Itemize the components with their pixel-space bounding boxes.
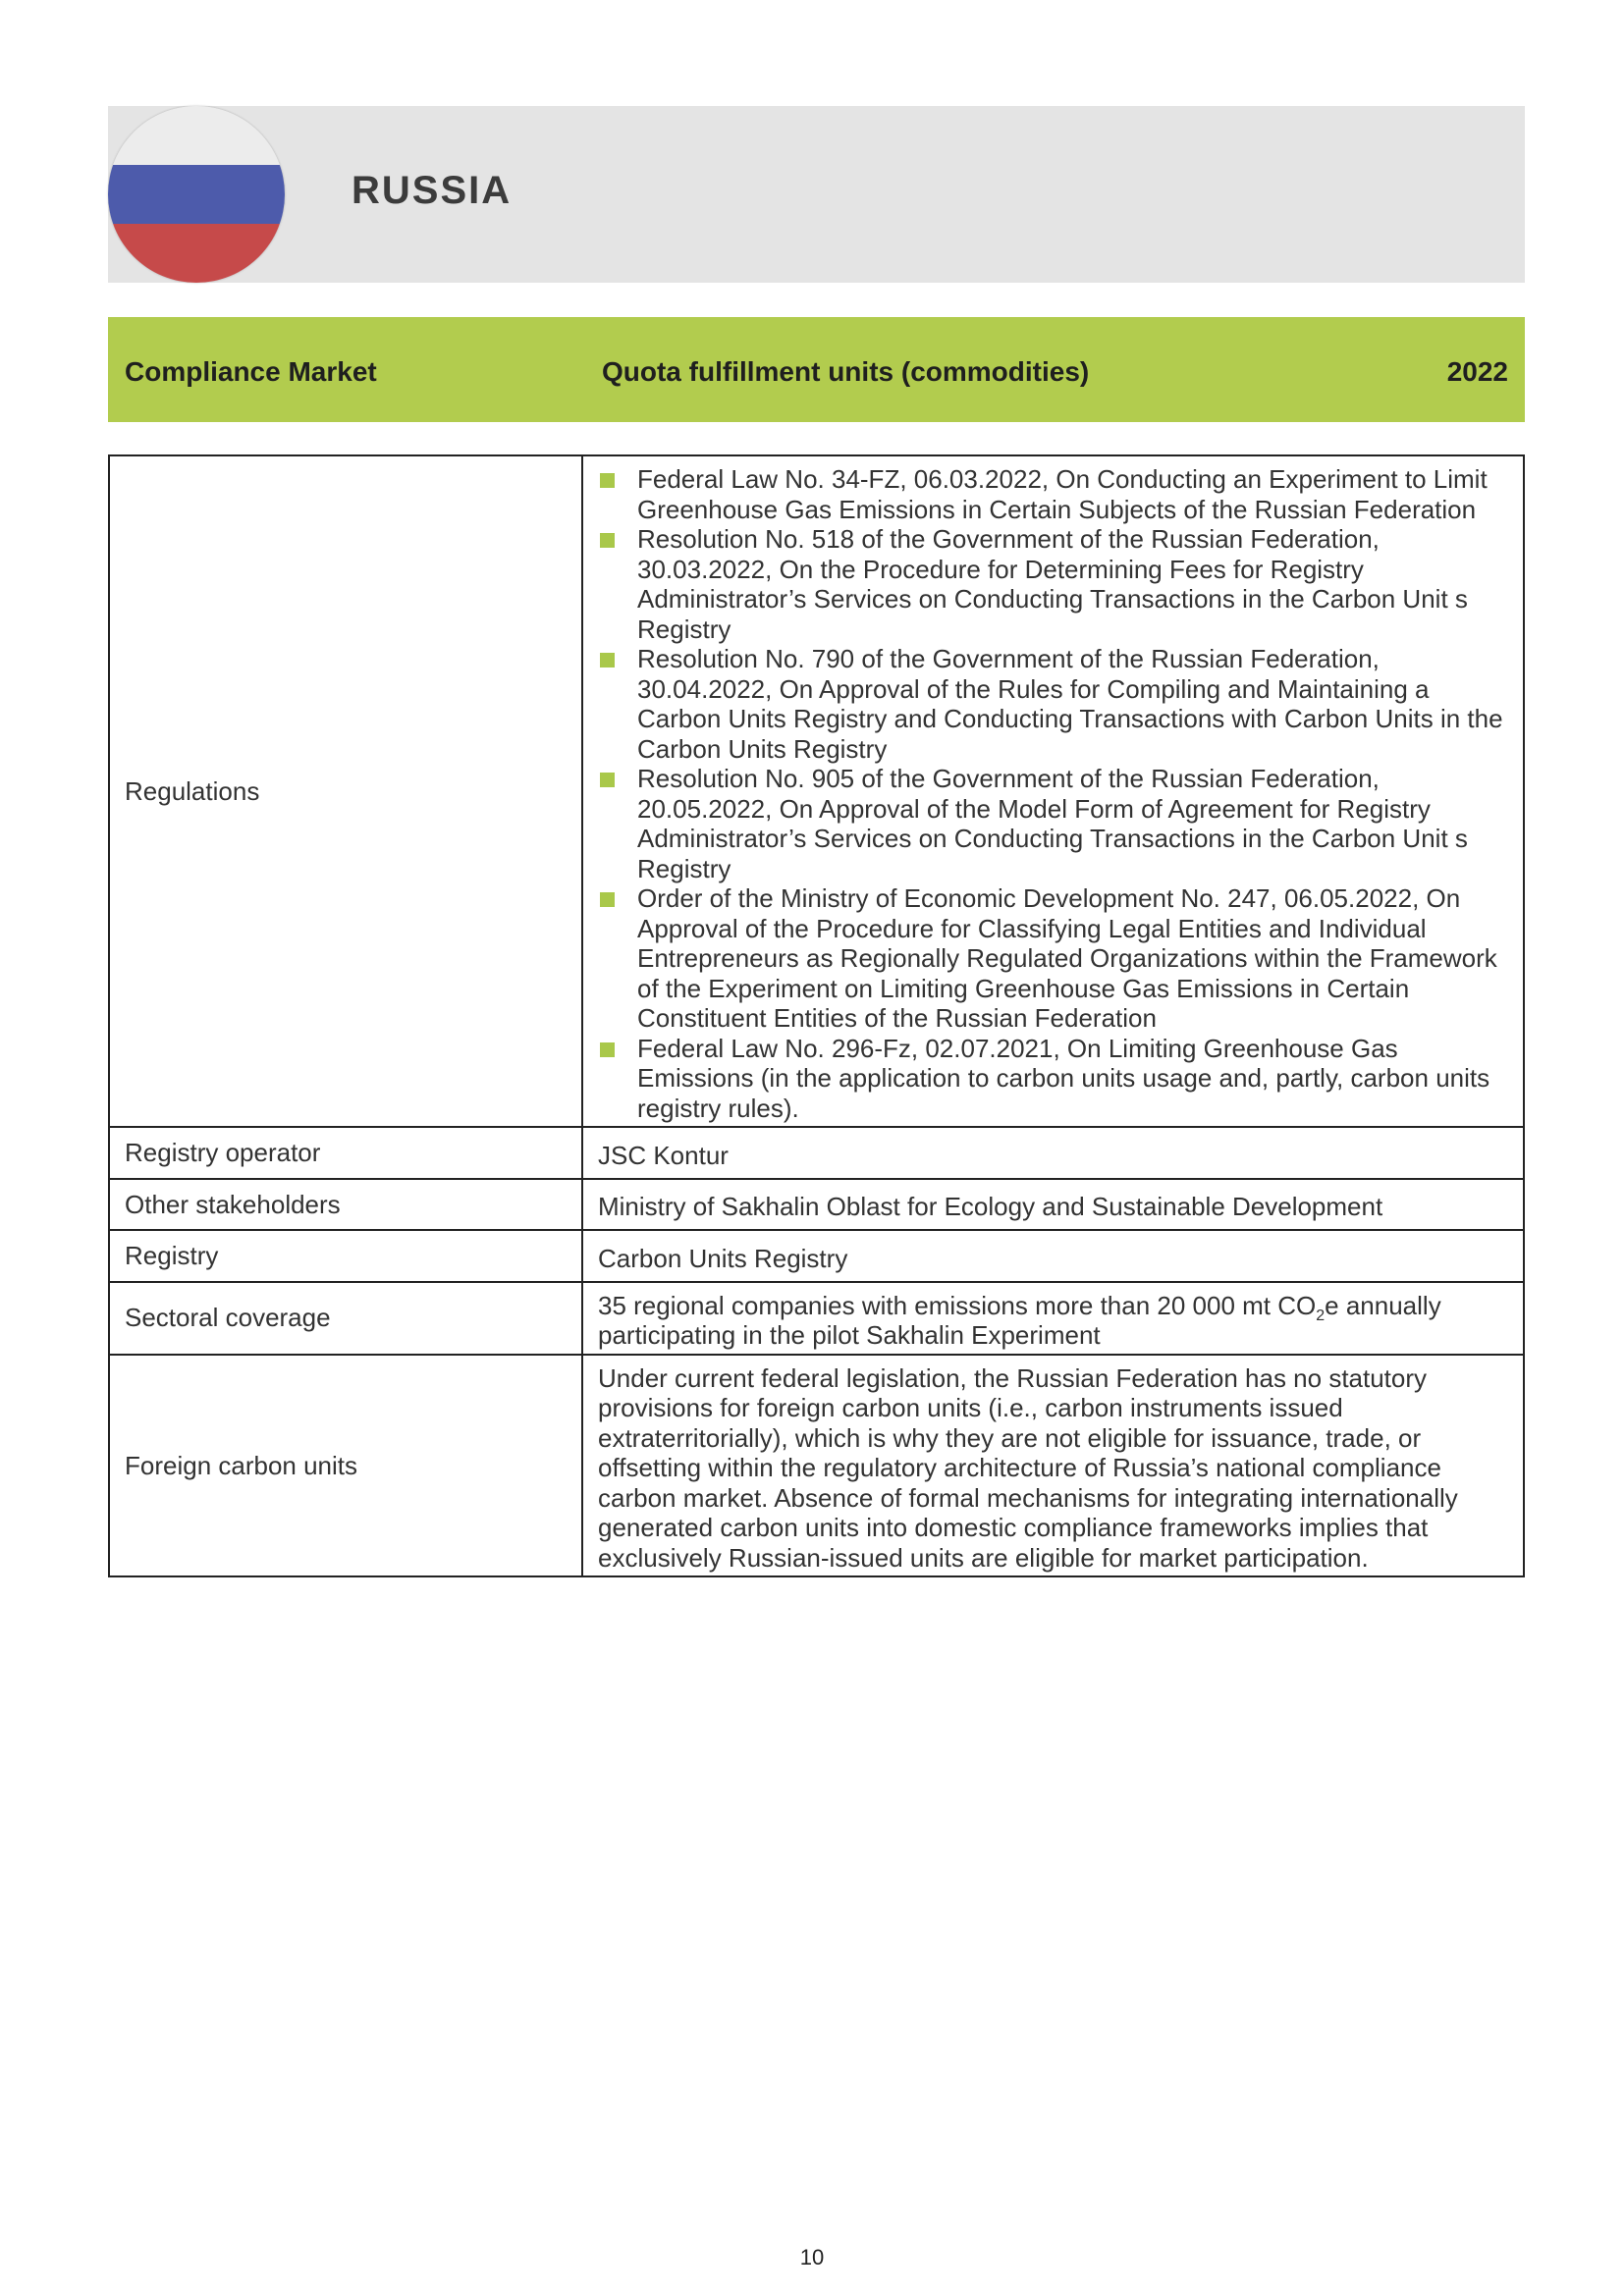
market-type-label: Compliance Market [125, 356, 377, 387]
row-label: Regulations [109, 455, 582, 1127]
table-row [109, 1179, 1524, 1231]
page-number: 10 [799, 2245, 825, 2269]
list-item [598, 883, 1508, 1034]
square-bullet-icon [600, 473, 615, 488]
square-bullet-icon [600, 773, 615, 787]
square-bullet-icon [600, 653, 615, 667]
year-label: 2022 [1446, 356, 1508, 387]
unit-type-label: Quota fulfillment units (commodities) [602, 356, 1090, 387]
registry-operator-value: JSC Kontur [582, 1127, 1524, 1179]
coverage-text-end: e annually participating in the pilot Sakhalin Experiment [598, 1290, 1441, 1350]
regulation-text: Federal Law No. 296-Fz, 02.07.2021, On Limiting Greenhouse Gas Emissions (in the application to carbon units usage and, partly, carbon units registry rules). [637, 1033, 1490, 1123]
table-row [109, 1282, 1524, 1355]
regulation-text: Order of the Ministry of Economic Development No. 247, 06.05.2022, On Approval of the Procedure for Classifying Legal Entities and Individual Entrepreneurs as Regionally Regulated Organizations within the Framework of the Experiment on Limiting Greenhouse Gas Emissions in Certain Constituent Entities of the Russian Federation [637, 883, 1497, 1033]
regulation-text: Resolution No. 905 of the Government of the Russian Federation, 20.05.2022, On Approval of the Model Form of Agreement for Registry Administrator’s Services on Conducting Transactions in the Carbon Unit s Registry [637, 764, 1468, 883]
list-item [598, 464, 1508, 524]
square-bullet-icon [600, 533, 615, 548]
flag-stripe-blue [108, 165, 285, 224]
row-label: Registry [109, 1230, 582, 1282]
regulation-text: Resolution No. 518 of the Government of the Russian Federation, 30.03.2022, On the Procedure for Determining Fees for Registry Administrator’s Services on Conducting Transactions in the Carbon Unit s Registry [637, 524, 1468, 644]
other-stakeholders-value: Ministry of Sakhalin Oblast for Ecology and Sustainable Development [582, 1179, 1524, 1231]
regulation-text: Resolution No. 790 of the Government of the Russian Federation, 30.04.2022, On Approval of the Rules for Compiling and Maintaining a Carbon Units Registry and Conducting Transactions with Carbon Units in the Carbon Units Registry [637, 644, 1503, 764]
table-row [109, 1127, 1524, 1179]
market-details-table [108, 454, 1525, 1577]
table-row [109, 1355, 1524, 1577]
table-row [109, 1230, 1524, 1282]
russia-flag-icon [108, 106, 285, 283]
coverage-text-start: 35 regional companies with emissions more than 20 000 mt CO [598, 1290, 1317, 1320]
list-item [598, 644, 1508, 764]
list-item [598, 1034, 1508, 1124]
row-label: Other stakeholders [109, 1179, 582, 1231]
foreign-units-value: Under current federal legislation, the Russian Federation has no statutory provisions for foreign carbon units (i.e., carbon instruments issued extraterritorially), which is why they are not eligible for issuance, trade, or offsetting within the regulatory architecture of Russia’s national compliance carbon market. Absence of formal mechanisms for integrating internationally generated carbon units into domestic compliance frameworks implies that exclusively Russian-issued units are eligible for market participation. [582, 1355, 1524, 1577]
country-header-band [108, 106, 1525, 283]
table-row [109, 455, 1524, 1127]
sectoral-coverage-value [582, 1282, 1524, 1355]
registry-value: Carbon Units Registry [582, 1230, 1524, 1282]
regulations-list [598, 464, 1508, 1123]
row-label: Registry operator [109, 1127, 582, 1179]
list-item [598, 524, 1508, 644]
co2-subscript: 2 [1316, 1307, 1326, 1324]
country-title: RUSSIA [352, 169, 513, 212]
list-item [598, 764, 1508, 883]
square-bullet-icon [600, 1042, 615, 1057]
row-label: Sectoral coverage [109, 1282, 582, 1355]
square-bullet-icon [600, 892, 615, 907]
market-type-bar [108, 317, 1525, 422]
regulations-cell [582, 455, 1524, 1127]
row-label: Foreign carbon units [109, 1355, 582, 1577]
regulation-text: Federal Law No. 34-FZ, 06.03.2022, On Conducting an Experiment to Limit Greenhouse Gas Emissions in Certain Subjects of the Russian Federation [637, 464, 1488, 524]
